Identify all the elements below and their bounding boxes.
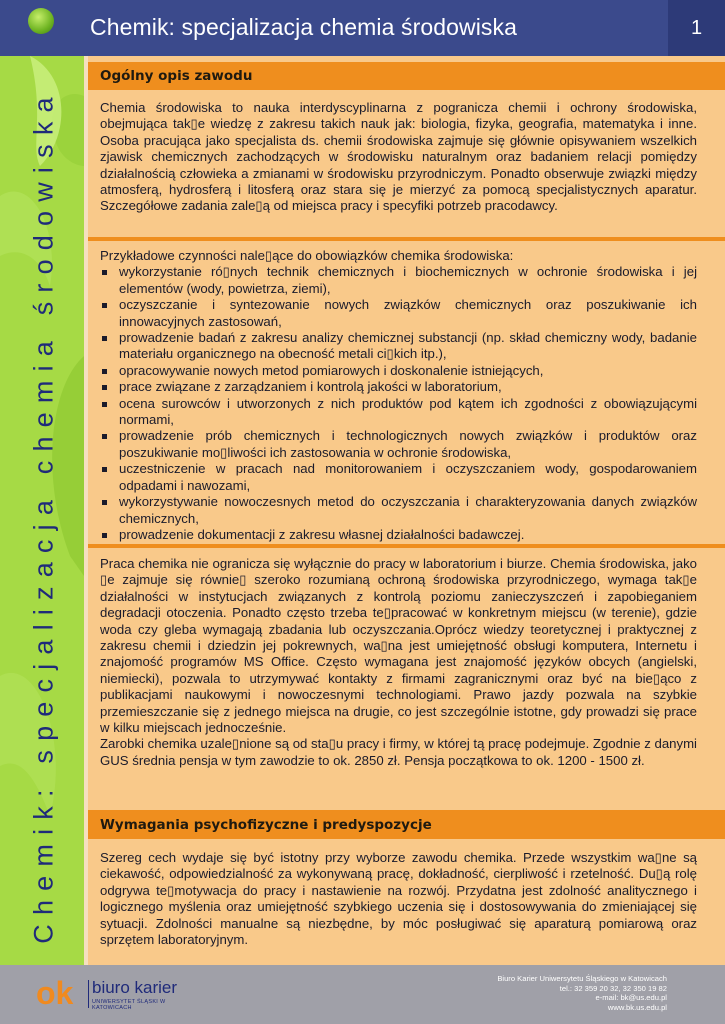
contact-info <box>497 974 667 1012</box>
list-item: prowadzenie prób chemicznych i technologicznych nowych związków i produktów oraz poszukiwanie mo▯liwości ich zastosowania w ochronie środowiska, <box>100 428 697 461</box>
list-item: ocena surowców i utworzonych z nich produktów pod kątem ich zgodności z obowiązującymi normami, <box>100 396 697 429</box>
contact-website: www.bk.us.edu.pl <box>607 1002 667 1012</box>
sidebar-decoration <box>0 56 84 965</box>
list-item: prowadzenie dokumentacji z zakresu własnej działalności badawczej. <box>100 527 697 543</box>
list-item: opracowywanie nowych metod pomiarowych i doskonalenie istniejących, <box>100 363 697 379</box>
work-block <box>100 556 697 769</box>
contact-email: e-mail: bk@us.edu.pl <box>595 993 667 1003</box>
tasks-block <box>100 248 697 543</box>
section-divider <box>88 544 725 548</box>
list-item: wykorzystywanie nowoczesnych metod do oczyszczania i charakteryzowania danych związków chemicznych, <box>100 494 697 527</box>
general-description <box>100 100 697 215</box>
tasks-intro: Przykładowe czynności nale▯ące do obowiązków chemika środowiska: <box>100 248 514 263</box>
sidebar-vertical-title: Chemik: specjalizacja chemia środowiska <box>28 88 59 944</box>
requirements-text: Szereg cech wydaje się być istotny przy wyborze zawodu chemika. Przede wszystkim wa▯ne są ciekawość, odpowiedzialność za wykonywaną pracę, dokładność, cierpliwość i rzetelność. Du▯ą rolę odgrywa te▯motywacja do pracy i nastawienie na rozwój. Przydatna jest zdolność analitycznego i logicznego myślenia oraz umiejętność szybkiego uczenia się i dostosowywania do zmieniającej się sytuacji. Zdolności manualne są niezbędne, by móc posługiwać się aparaturą pomiarową oraz sprzętem laboratoryjnym. <box>100 850 697 948</box>
requirements-block <box>100 850 697 948</box>
list-item: prace związane z zarządzaniem i kontrolą jakości w laboratorium, <box>100 379 697 395</box>
logo-subtitle: UNIWERSYTET ŚLĄSKI W KATOWICACH <box>92 999 166 1011</box>
section-divider <box>88 237 725 241</box>
logo-name: biuro karier <box>92 978 178 997</box>
list-item: oczyszczanie i syntezowanie nowych związków chemicznych oraz poszukiwanie ich innowacyjnych zastosowań, <box>100 297 697 330</box>
section-title-requirements: Wymagania psychofizyczne i predyspozycje <box>100 817 432 833</box>
salary-paragraph: Zarobki chemika uzale▯nione są od sta▯u pracy i firmy, w której tą pracę podejmuje. Zgodnie z danymi GUS średnia pensja w tym zawodzie to ok. 2850 zł. Pensja początkowa to ok. 1200 - 1500 zł. <box>100 736 697 768</box>
tasks-list <box>100 264 697 543</box>
ok-logo-icon: ok <box>36 975 74 1011</box>
biuro-karier-logo <box>36 976 196 1012</box>
list-item: wykorzystanie ró▯nych technik chemicznych i biochemicznych w ochronie środowiska i jej elementów (wody, powietrza, ziemi), <box>100 264 697 297</box>
leaf-logo-icon <box>28 8 54 34</box>
contact-organization: Biuro Karier Uniwersytetu Śląskiego w Katowicach <box>497 974 667 983</box>
logo-divider <box>88 980 89 1008</box>
general-text: Chemia środowiska to nauka interdyscyplinarna z pogranicza chemii i ochrony środowiska, obejmująca tak▯e wiedzę z zakresu takich nauk jak: biologia, fizyka, geografia, matematyka i inne. Osoba pracująca jako specjalista ds. chemii środowiska zajmuje się głównie opisywaniem wszelkich zjawisk chemicznych zachodzących w środowisku naturalnym oraz badaniem relacji pomiędzy działalnością człowieka a zmianami w środowisku przyrodniczym. Ponadto obserwuje związki między atmosferą, hydrosferą i litosferą oraz stara się je mierzyć za pomocą specjalistycznych aparatur. Szczegółowe zadania zale▯ą od miejsca pracy i specyfiki potrzeb pracodawcy. <box>100 100 697 214</box>
list-item: uczestniczenie w pracach nad monitorowaniem i oczyszczaniem wody, gospodarowaniem odpadami i nawozami, <box>100 461 697 494</box>
page-number: 1 <box>668 0 725 56</box>
page-header <box>0 0 725 56</box>
section-title-general: Ogólny opis zawodu <box>100 68 253 84</box>
page-title: Chemik: specjalizacja chemia środowiska <box>90 14 518 40</box>
work-paragraph: Praca chemika nie ogranicza się wyłącznie do pracy w laboratorium i biurze. Chemia środowiska, jako ▯e zajmuje się równie▯ szeroko rozumianą ochroną środowiska przyrodniczego, wymaga tak▯e działalności w instytucjach związanych z kontrolą poziomu zanieczyszczeń i zapobieganiem degradacji otoczenia. Ponadto często trzeba te▯pracować w konkretnym miejscu (w terenie), gdzie woda czy gleba wymagają zbadania lub oczyszczania.Oprócz wiedzy teoretycznej i praktycznej z zakresu chemii i dziedzin jej pokrewnych, wa▯na jest umiejętność obsługi komputera, Internetu i znajomość programów MS Office. Często wymagana jest znajomość języków obcych (angielski, niemiecki), pozwala to utrzymywać kontakty z firmami zagranicznymi oraz być na bie▯ąco z publikacjami naukowymi i nowoczesnymi technologiami. Prawo jazdy pozwala na szybkie przemieszczanie się z jednego miejsca na drugie, co jest szczególnie istotne, gdy prowadzi się prace w kilku miejscach jednocześnie. <box>100 556 697 736</box>
list-item: prowadzenie badań z zakresu analizy chemicznej substancji (np. skład chemiczny wody, badanie materiału organicznego na obecność metali ci▯kich itp.), <box>100 330 697 363</box>
contact-phone: tel.: 32 359 20 32, 32 350 19 82 <box>559 983 667 993</box>
